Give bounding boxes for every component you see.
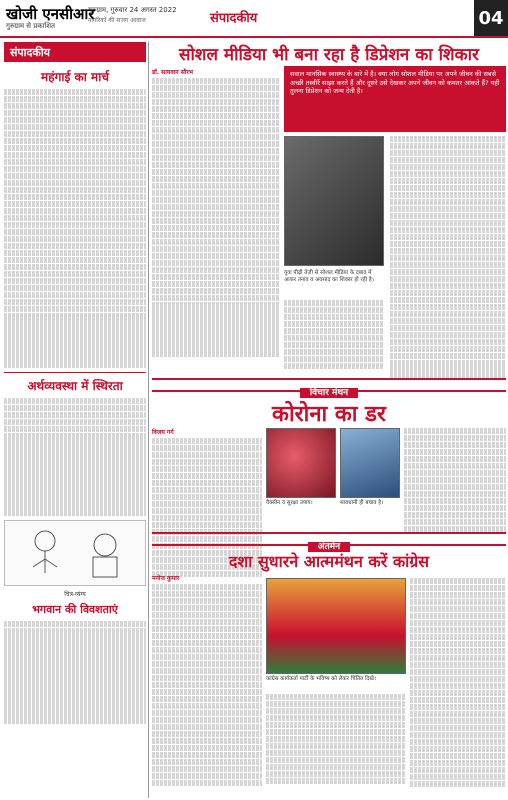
tagline: नागरिकों की सजग आवाज bbox=[88, 17, 146, 24]
congress-byline: मनोज कुमार bbox=[152, 575, 180, 582]
corona-byline: विजय गर्ग bbox=[152, 429, 174, 436]
corona-headline: कोरोना का डर bbox=[272, 402, 386, 427]
vaccine-photo bbox=[266, 428, 336, 498]
congress-body-col2 bbox=[266, 694, 406, 785]
congress-body-col1 bbox=[152, 584, 262, 787]
date-line: गुरुग्राम, गुरुवार 24 अगस्त 2022 bbox=[88, 6, 177, 14]
cartoon-image bbox=[4, 520, 146, 586]
main-photo-caption: युवा पीढ़ी तेज़ी से सोशल मीडिया के दबाव में आकर तनाव व अवसाद का शिकार हो रही है। bbox=[284, 270, 374, 283]
cartoon-body bbox=[4, 621, 146, 725]
mask-photo bbox=[340, 428, 400, 498]
antarman-banner bbox=[152, 532, 506, 552]
main-byline: डॉ. सत्यवान सौरभ bbox=[152, 69, 193, 76]
newspaper-name: खोजी एनसीआर bbox=[6, 5, 95, 23]
cartoon-label: चित्र-व्यंग्य bbox=[64, 590, 86, 598]
pull-quote: सवाल मानसिक स्वास्थ्य के बारे में है। क्या लोग सोशल मीडिया पर अपने जीवन की सबसे अच्छी तस्वीरें साझा करते हैं और दूसरे उसे देखकर अपने जीवन को कमतर आंकते हैं? यही तुलना डिप्रेशन को जन्म देती है। bbox=[284, 66, 506, 132]
congress-photo-caption: कांग्रेस कार्यकर्ता पार्टी के भविष्य को लेकर चिंतित दिखे। bbox=[266, 676, 376, 682]
congress-headline: दशा सुधारने आत्ममंथन करें कांग्रेस bbox=[228, 552, 430, 571]
left-headline: महंगाई का मार्च bbox=[41, 70, 109, 84]
editorial-body bbox=[4, 89, 146, 368]
economy-body bbox=[4, 398, 146, 516]
depressed-person-photo bbox=[284, 136, 384, 266]
cartoon-drawing bbox=[5, 521, 145, 585]
page-number: 04 bbox=[474, 0, 508, 36]
newspaper-subtitle: गुरुग्राम से प्रकाशित bbox=[6, 22, 55, 30]
congress-rally-photo bbox=[266, 578, 406, 674]
editorial-banner: संपादकीय bbox=[4, 42, 146, 62]
vichar-manthan-banner bbox=[152, 378, 506, 398]
vaccine-caption: वैक्सीन व सुरक्षा उपाय। bbox=[266, 500, 313, 506]
economy-headline: अर्थव्यवस्था में स्थिरता bbox=[27, 378, 123, 393]
corona-body-col3 bbox=[404, 428, 506, 533]
antarman-label: अंतर्मन bbox=[308, 542, 350, 552]
main-body-col1 bbox=[152, 78, 280, 357]
section-title: संपादकीय bbox=[210, 11, 258, 26]
mask-caption: सावधानी ही बचाव है। bbox=[340, 500, 384, 506]
divider bbox=[4, 372, 146, 373]
vichar-manthan-label: विचार मंथन bbox=[300, 388, 358, 398]
cartoon-title: भगवान की विवशताएं bbox=[32, 602, 118, 616]
left-column bbox=[4, 42, 146, 725]
congress-body-col3 bbox=[410, 578, 506, 788]
column-divider bbox=[148, 42, 149, 798]
main-body-col2b bbox=[284, 300, 384, 370]
main-headline: सोशल मीडिया भी बना रहा है डिप्रेशन का शिकार bbox=[179, 45, 479, 65]
masthead bbox=[0, 0, 508, 38]
main-body-col3 bbox=[390, 136, 506, 380]
